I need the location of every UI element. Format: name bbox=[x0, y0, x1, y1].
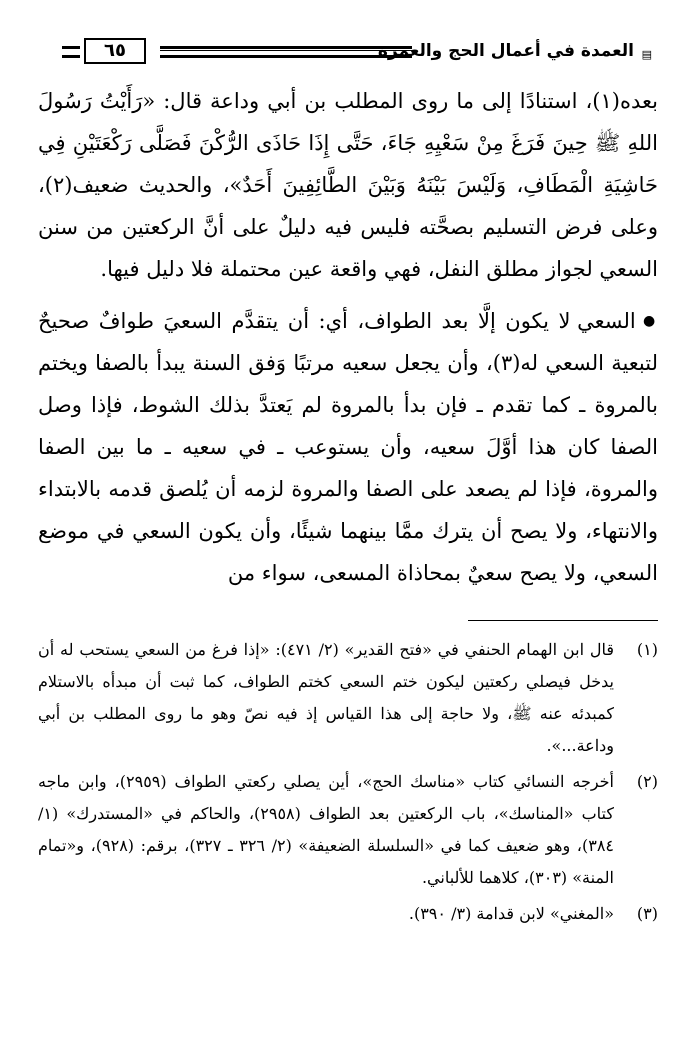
footnote-number: (٣) bbox=[636, 904, 658, 923]
footnote-separator bbox=[468, 620, 658, 621]
footnote-number: (٢) bbox=[636, 772, 658, 791]
main-text bbox=[38, 80, 658, 594]
footnote-text: أخرجه النسائي كتاب «مناسك الحج»، أين يصلي ركعتي الطواف (٢٩٥٩)، وابن ماجه كتاب «المناسك»، باب الركعتين بعد الطواف (٢٩٥٨)، والحاكم في «المستدرك» (١/ ٣٨٤)، وهو ضعيف كما في «السلسلة الضعيفة» (٢/ ٣٢٦ ـ ٣٢٧)، برقم: (٩٢٨)، و«تمام المنة» (٣٠٣)، كلاهما للألباني. bbox=[38, 772, 615, 887]
header-title: العمدة في أعمال الحج والعمرة bbox=[377, 41, 634, 61]
header-rule bbox=[160, 46, 412, 58]
footnote-2 bbox=[38, 766, 658, 894]
footnote-number: (١) bbox=[636, 640, 658, 659]
footnote-text: قال ابن الهمام الحنفي في «فتح القدير» (٢/ ٤٧١): «إذا فرغ من السعي يستحب له أن يدخل فيصلي ركعتين ليكون ختم السعي كختم الطواف، كما ثبت أن مبدأه بالاستلام كمبدئه عنه ﷺ، ولا حاجة إلى هذا القياس إذ فيه نصّ وهو ما روى المطلب بن أبي وداعة...». bbox=[38, 640, 614, 755]
footnote-3 bbox=[38, 898, 658, 930]
footnotes bbox=[38, 634, 658, 934]
footnote-1 bbox=[38, 634, 658, 762]
page-number: ٦٥ bbox=[84, 38, 146, 64]
paragraph-1: بعده(١)، استنادًا إلى ما روى المطلب بن أبي وداعة قال: «رَأَيْتُ رَسُولَ اللهِ ﷺ حِينَ فَرَغَ مِنْ سَعْيِهِ جَاءَ، حَتَّى إِذَا حَاذَى الرُّكْنَ فَصَلَّى رَكْعَتَيْنِ فِي حَاشِيَةِ الْمَطَافِ، وَلَيْسَ بَيْنَهُ وَبَيْنَ الطَّائِفِينَ أَحَدٌ»، والحديث ضعيف(٢)، وعلى فرض التسليم بصحَّته فليس فيه دليلٌ على أنَّ الركعتين من سنن السعي لجواز مطلق النفل، فهي واقعة عين محتملة فلا دليل فيها. bbox=[38, 89, 658, 281]
header-ornament-icon: ▤ bbox=[641, 48, 652, 61]
running-header bbox=[62, 38, 652, 66]
paragraph-2: ● السعي لا يكون إلَّا بعد الطواف، أي: أن يتقدَّم السعيَ طوافٌ صحيحٌ لتبعية السعي له(٣)، وأن يجعل سعيه مرتبًا وَفق السنة يبدأ بالصفا ويختم بالمروة ـ كما تقدم ـ فإن بدأ بالمروة لم يَعتدَّ بذلك الشوط، فإذا وصل الصفا كان هذا أوَّلَ سعيه، وأن يستوعب ـ في سعيه ـ ما بين الصفا والمروة، فإذا لم يصعد على الصفا والمروة لزمه أن يُلصق قدمه بالابتداء والانتهاء، ولا يصح أن يترك ممَّا بينهما شيئًا، وأن يكون السعي في موضع السعي، ولا يصح سعيٌ بمحاذاة المسعى، سواء من bbox=[38, 300, 658, 594]
header-rule-end bbox=[62, 46, 80, 58]
footnote-text: «المغني» لابن قدامة (٣/ ٣٩٠). bbox=[408, 904, 614, 923]
